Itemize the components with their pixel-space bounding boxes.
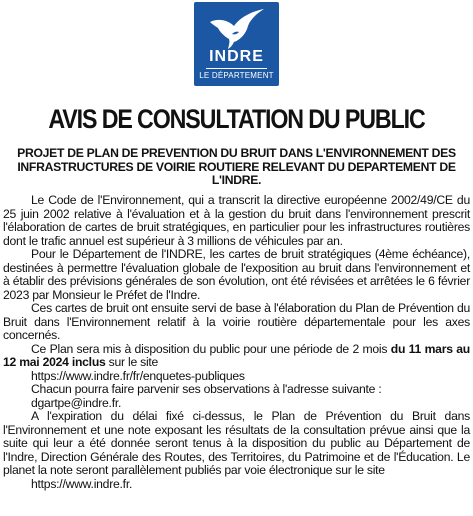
logo-divider [206, 68, 267, 69]
paragraph-plan-base: Ces cartes de bruit ont ensuite servi de base à l'élaboration du Plan de Prévention du Bruit dans l'Environnement relatif à la voirie routière départementale pour les axes concernés. [3, 301, 470, 342]
period-intro: Ce Plan sera mis à disposition du public pour une période de 2 mois [31, 341, 391, 356]
notice-subtitle: PROJET DE PLAN DE PREVENTION DU BRUIT DANS L'ENVIRONNEMENT DES INFRASTRUCTURES DE VOIRIE ROUTIERE RELEVANT DU DEPARTEMENT DE L'INDRE. [17, 146, 456, 187]
paragraph-cartes-bruit: Pour le Département de l'INDRE, les cartes de bruit stratégiques (4ème échéance), destinées à permettre l'évaluation globale de l'exposition au bruit dans l'environnement et à établir des prévisions générales de son évolution, ont été révisées et arrêtées le 6 février 2023 par Monsieur le Préfet de l'Indre. [3, 247, 470, 302]
enquetes-publiques-link[interactable]: https://www.indre.fr/fr/enquetes-publiques [31, 368, 245, 383]
page-title: AVIS DE CONSULTATION DU PUBLIC [48, 104, 425, 134]
logo-subtitle: LE DÉPARTEMENT [199, 71, 274, 80]
bird-icon [208, 8, 266, 50]
paragraph-mise-a-disposition [3, 343, 470, 370]
paragraph-observations: Chacun pourra faire parvenir ses observations à l'adresse suivante : [31, 382, 382, 396]
paragraph-code-environnement: Le Code de l'Environnement, qui a transcrit la directive européenne 2002/49/CE du 25 juin 2002 relative à l'évaluation et à la gestion du bruit dans l'environnement prescrit l'élaboration de cartes de bruit stratégiques, en particulier pour les infrastructures routières dont le trafic annuel est supérieur à 3 millions de véhicules par an. [3, 193, 470, 248]
period-end: sur le site [105, 355, 159, 369]
period-dates: du 11 mars au 12 mai 2024 inclus [3, 341, 470, 369]
indre-site-link[interactable]: https://www.indre.fr. [31, 476, 133, 491]
indre-logo [194, 2, 279, 86]
notice-body [3, 194, 470, 491]
logo-name: INDRE [209, 48, 264, 65]
contact-email-link[interactable]: dgartpe@indre.fr. [31, 395, 122, 410]
paragraph-expiration: A l'expiration du délai fixé ci-dessus, le Plan de Prévention du Bruit dans l'Environnement et une note exposant les résultats de la consultation prévue ainsi que la suite qui leur a été donnée seront tenus à la disposition du public au Département de l'Indre, Direction Générale des Routes, des Territoires, du Patrimoine et de l'Éducation. Le planet la note seront parallèlement publiés par voie électronique sur le site [3, 409, 470, 477]
